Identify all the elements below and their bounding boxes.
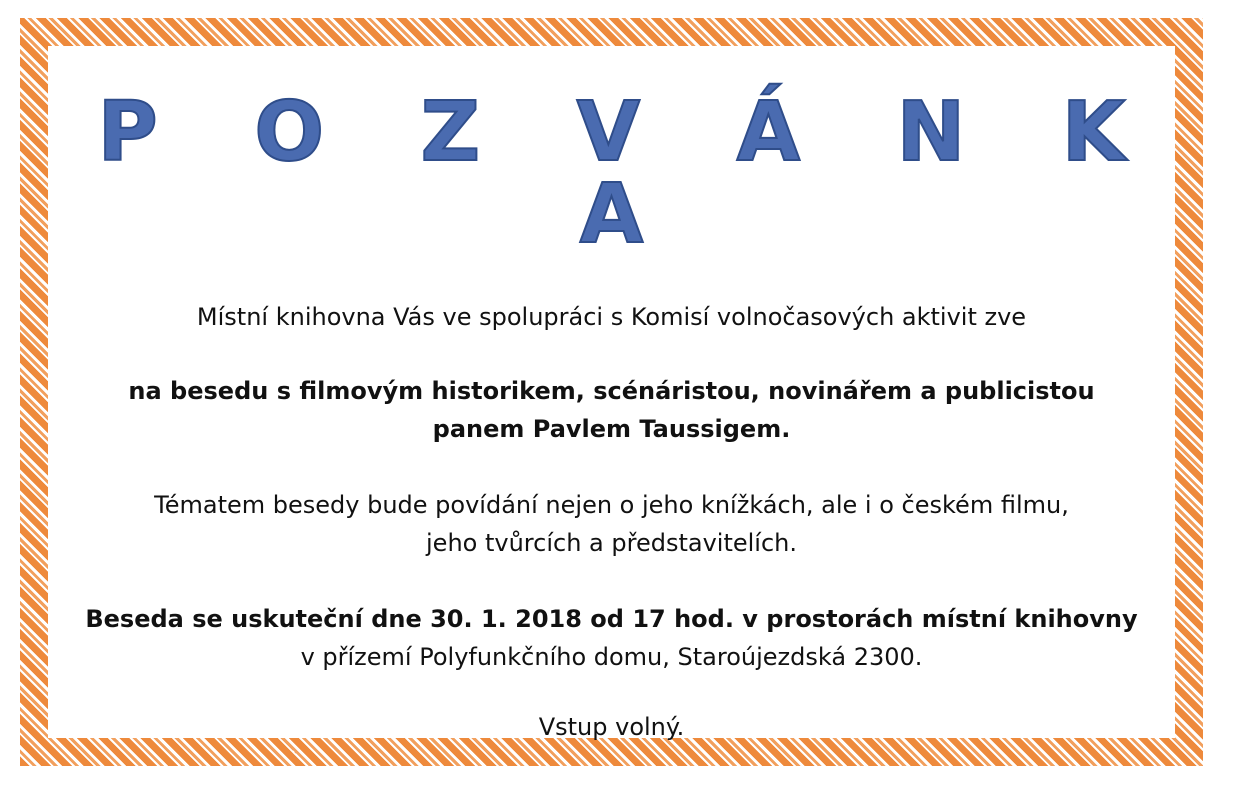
invitation-content <box>60 70 1163 746</box>
guest-line-1: na besedu s filmovým historikem, scénáristou, novinářem a publicistou <box>128 377 1095 405</box>
topic-line-2: jeho tvůrcích a představitelích. <box>426 529 797 557</box>
guest-line-2: panem Pavlem Taussigem. <box>432 415 791 443</box>
event-where-line: v přízemí Polyfunkčního domu, Staroújezdská 2300. <box>300 643 923 671</box>
event-when-line: Beseda se uskuteční dne 30. 1. 2018 od 17 hod. v prostorách místní knihovny <box>85 605 1138 633</box>
intro-text: Místní knihovna Vás ve spolupráci s Komisí volnočasových aktivit zve <box>196 303 1027 331</box>
topic-line-1: Tématem besedy bude povídání nejen o jeho knížkách, ale i o českém filmu, <box>154 491 1069 519</box>
entry-note: Vstup volný. <box>538 713 685 741</box>
invitation-title: P O Z V Á N K A <box>97 85 1160 262</box>
